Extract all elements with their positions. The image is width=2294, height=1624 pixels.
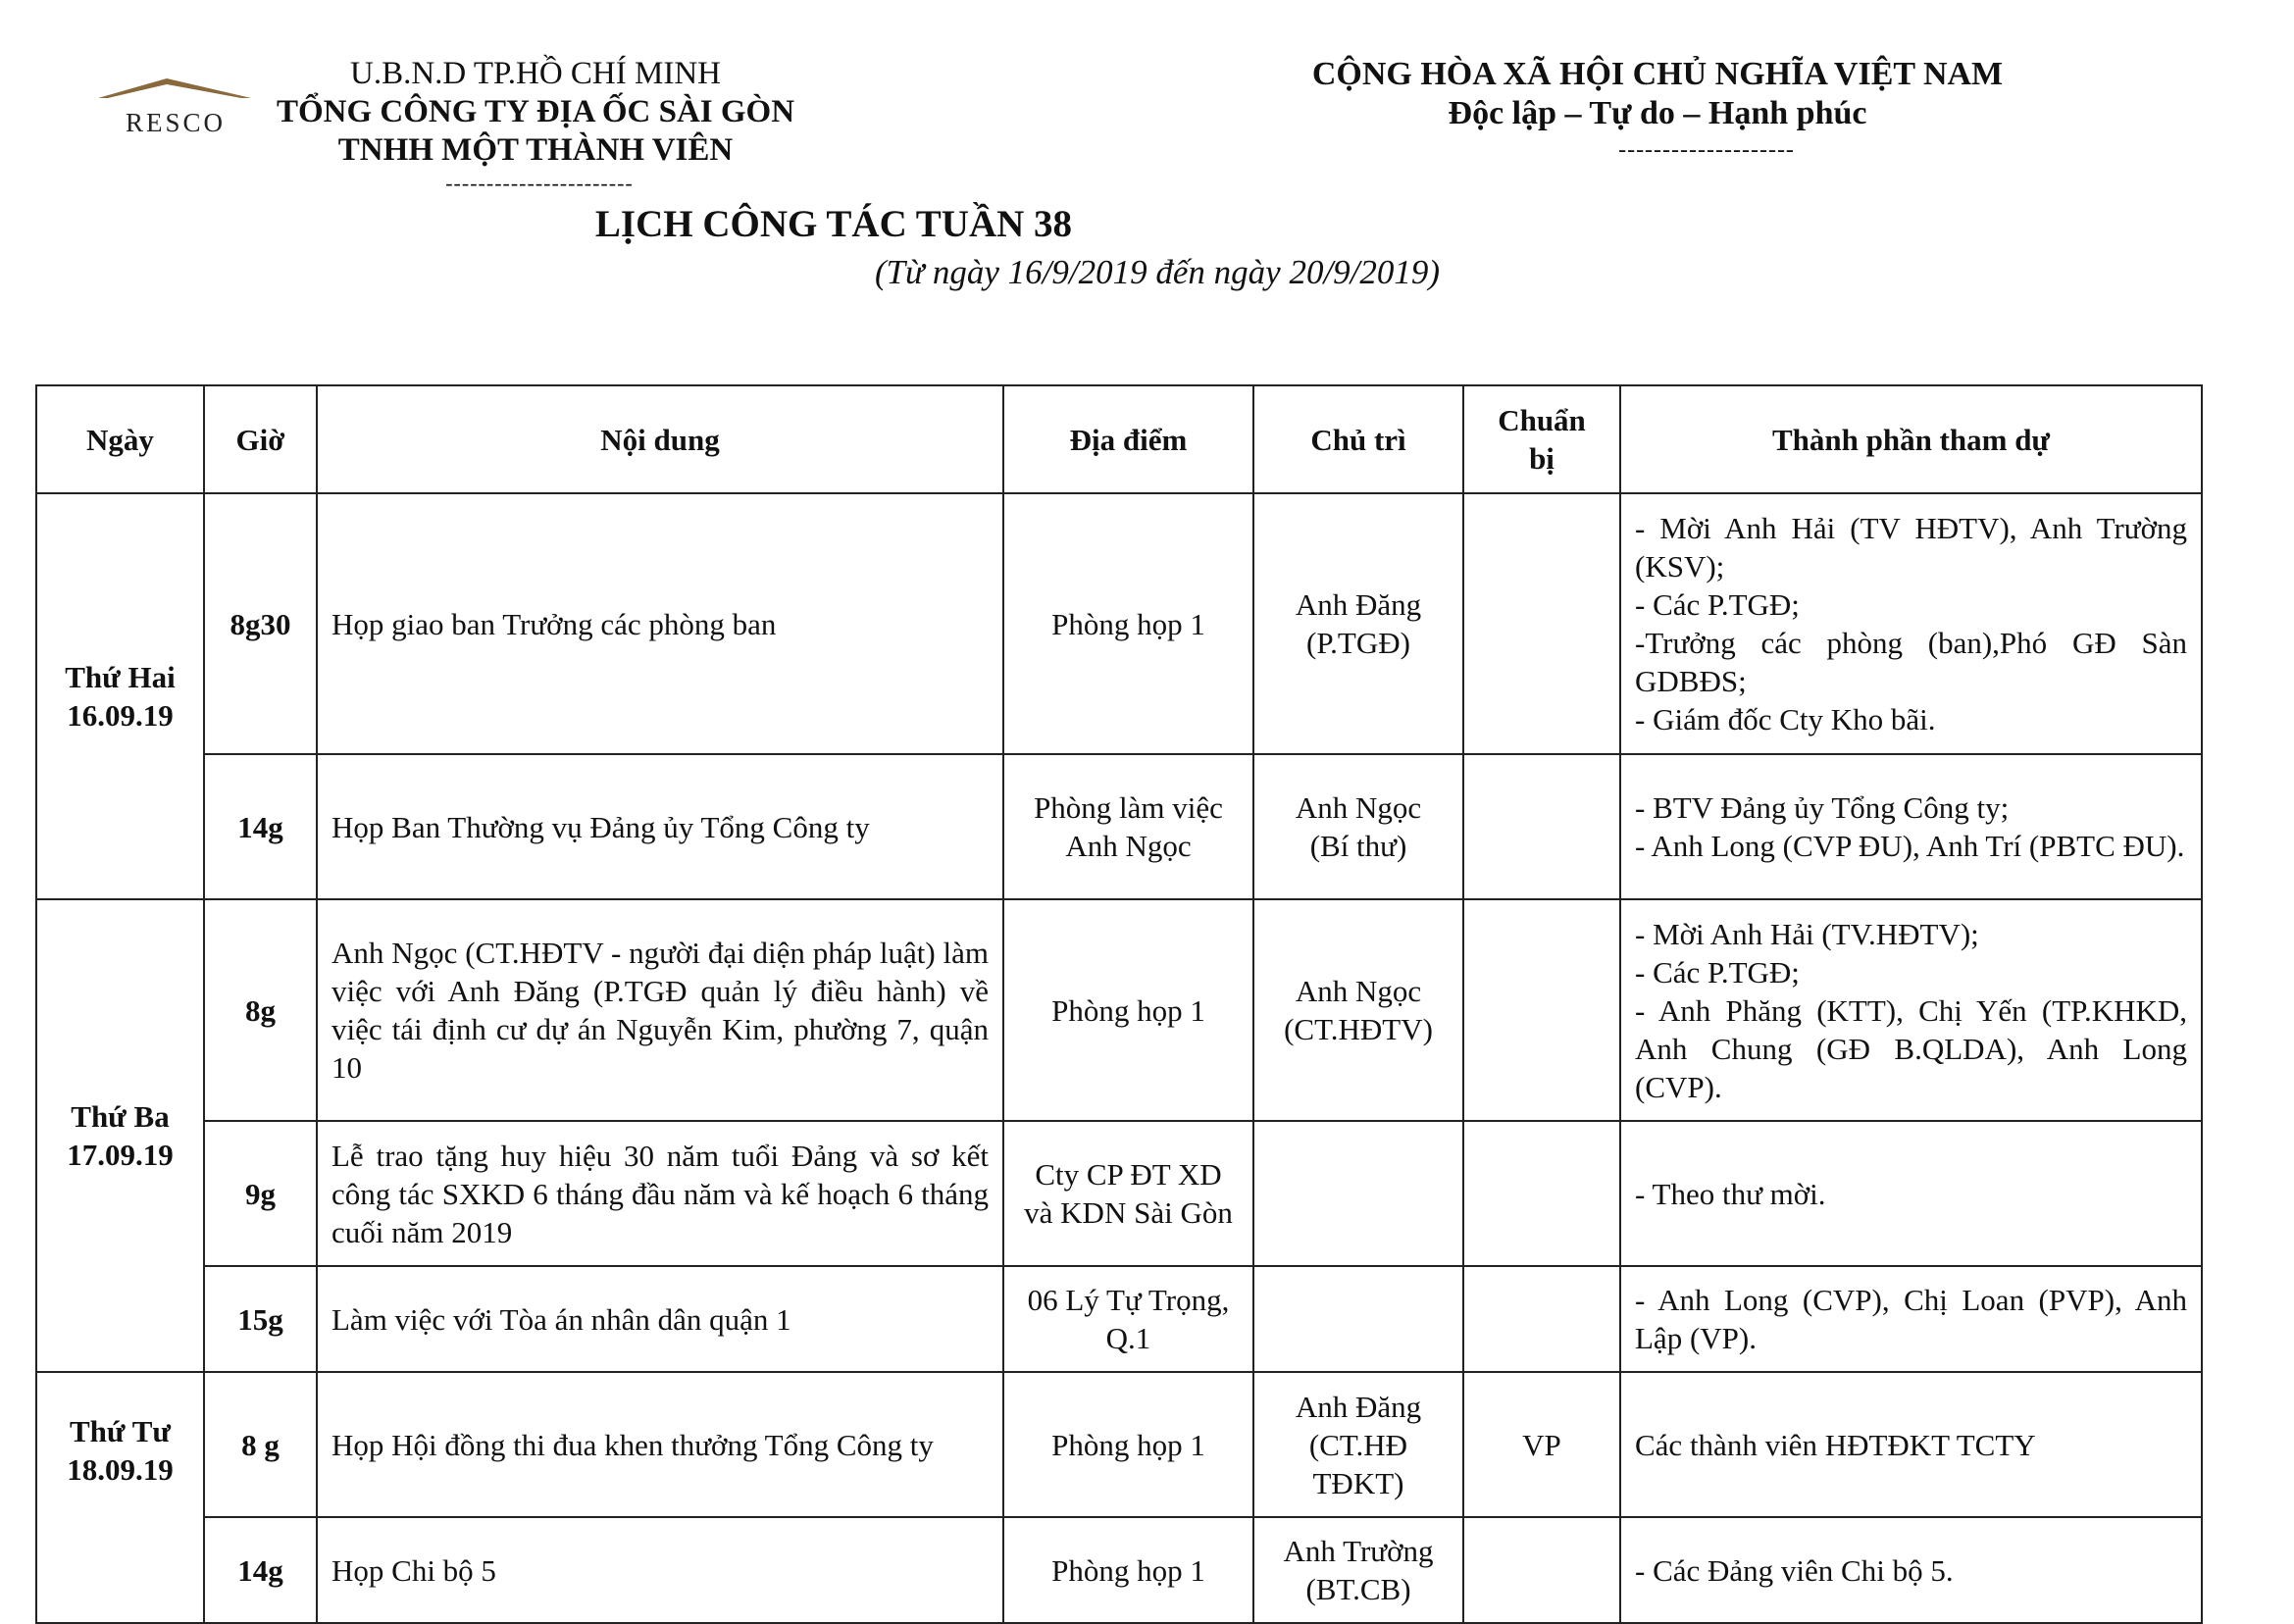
prep-cell	[1463, 1266, 1620, 1372]
day-name: Thứ Tư	[70, 1414, 171, 1448]
time-cell: 8g	[204, 899, 317, 1121]
day-name: Thứ Ba	[71, 1099, 170, 1134]
header-time: Giờ	[204, 385, 317, 493]
attendees-cell	[1620, 1517, 2202, 1623]
attendees-cell	[1620, 1372, 2202, 1517]
schedule-table	[35, 384, 2203, 1624]
content-cell: Họp Ban Thường vụ Đảng ủy Tổng Công ty	[317, 754, 1003, 899]
table-row	[36, 899, 2202, 1121]
attendee-line: - Các Đảng viên Chi bộ 5.	[1635, 1552, 1954, 1588]
chair-cell	[1253, 493, 1463, 754]
content-cell: Làm việc với Tòa án nhân dân quận 1	[317, 1266, 1003, 1372]
time-cell: 14g	[204, 754, 317, 899]
chair-line: (P.TGĐ)	[1306, 626, 1410, 660]
chair-line: Anh Trường	[1283, 1534, 1434, 1568]
content-cell: Họp Hội đồng thi đua khen thưởng Tổng Công ty	[317, 1372, 1003, 1517]
table-header-row	[36, 385, 2202, 493]
header-prep	[1463, 385, 1620, 493]
table-row	[36, 1517, 2202, 1623]
header-place: Địa điểm	[1003, 385, 1253, 493]
logo-text: RESCO	[125, 108, 227, 137]
chair-line: Anh Đăng	[1295, 1389, 1422, 1424]
prep-cell	[1463, 754, 1620, 899]
chair-cell	[1253, 1372, 1463, 1517]
attendees-cell	[1620, 899, 2202, 1121]
chair-cell	[1253, 754, 1463, 899]
prep-cell	[1463, 493, 1620, 754]
table-row	[36, 493, 2202, 754]
place-cell: Phòng họp 1	[1003, 1372, 1253, 1517]
chair-line: (BT.CB)	[1305, 1572, 1411, 1606]
place-cell: Phòng làm việc Anh Ngọc	[1003, 754, 1253, 899]
content-cell: Anh Ngọc (CT.HĐTV - người đại diện pháp luật) làm việc với Anh Đăng (P.TGĐ quản lý điều hành) về việc tái định cư dự án Nguyễn Kim, phường 7, quận 10	[317, 899, 1003, 1121]
chair-cell	[1253, 1517, 1463, 1623]
place-cell: Phòng họp 1	[1003, 1517, 1253, 1623]
day-cell	[36, 1372, 204, 1623]
chair-line: (Bí thư)	[1309, 829, 1407, 863]
attendees-cell	[1620, 1121, 2202, 1266]
chair-line: TĐKT)	[1312, 1465, 1404, 1500]
day-cell	[36, 493, 204, 899]
day-date: 18.09.19	[67, 1452, 174, 1487]
chair-cell	[1253, 1121, 1463, 1266]
table-row	[36, 1372, 2202, 1517]
attendee-line: - BTV Đảng ủy Tổng Công ty;	[1635, 790, 2010, 825]
chair-line: Anh Ngọc	[1295, 790, 1422, 825]
time-cell: 15g	[204, 1266, 317, 1372]
attendee-line: - Giám đốc Cty Kho bãi.	[1635, 702, 1936, 736]
nation-line-1: CỘNG HÒA XÃ HỘI CHỦ NGHĨA VIỆT NAM	[1311, 56, 2004, 92]
content-cell: Họp Chi bộ 5	[317, 1517, 1003, 1623]
chair-line: (CT.HĐ	[1308, 1427, 1408, 1462]
org-line-3: TNHH MỘT THÀNH VIÊN	[337, 132, 734, 168]
place-cell: Phòng họp 1	[1003, 899, 1253, 1121]
prep-cell	[1463, 899, 1620, 1121]
nation-divider: --------------------	[1618, 137, 1795, 163]
attendees-cell	[1620, 493, 2202, 754]
org-line-1: U.B.N.D TP.HỒ CHÍ MINH	[349, 56, 721, 91]
attendee-line: - Mời Anh Hải (TV HĐTV), Anh Trường (KSV);	[1635, 511, 2187, 584]
prep-cell: VP	[1463, 1372, 1620, 1517]
org-header	[261, 55, 810, 170]
header-content: Nội dung	[317, 385, 1003, 493]
roof-icon	[94, 73, 257, 137]
prep-cell	[1463, 1517, 1620, 1623]
place-cell: 06 Lý Tự Trọng, Q.1	[1003, 1266, 1253, 1372]
time-cell: 8 g	[204, 1372, 317, 1517]
chair-cell	[1253, 899, 1463, 1121]
chair-line: Anh Ngọc	[1295, 974, 1422, 1008]
attendees-cell	[1620, 1266, 2202, 1372]
attendee-line: - Mời Anh Hải (TV.HĐTV);	[1635, 916, 1979, 951]
prep-cell	[1463, 1121, 1620, 1266]
place-cell: Cty CP ĐT XD và KDN Sài Gòn	[1003, 1121, 1253, 1266]
time-cell: 8g30	[204, 493, 317, 754]
attendee-line: - Theo thư mời.	[1635, 1176, 1826, 1211]
attendee-line: -Trưởng các phòng (ban),Phó GĐ Sàn GDBĐS;	[1635, 626, 2187, 698]
attendee-line: - Anh Long (CVP), Chị Loan (PVP), Anh Lập (VP).	[1635, 1283, 2187, 1355]
time-cell: 9g	[204, 1121, 317, 1266]
place-cell: Phòng họp 1	[1003, 493, 1253, 754]
time-cell: 14g	[204, 1517, 317, 1623]
table-row	[36, 754, 2202, 899]
header-prep-line-1: Chuẩn	[1498, 403, 1586, 437]
content-cell: Lễ trao tặng huy hiệu 30 năm tuổi Đảng và sơ kết công tác SXKD 6 tháng đầu năm và kế hoạch 6 tháng cuối năm 2019	[317, 1121, 1003, 1266]
header-chair: Chủ trì	[1253, 385, 1463, 493]
day-date: 16.09.19	[67, 698, 174, 733]
org-line-2: TỔNG CÔNG TY ĐỊA ỐC SÀI GÒN	[276, 94, 795, 129]
nation-header	[1295, 55, 2020, 133]
content-cell: Họp giao ban Trưởng các phòng ban	[317, 493, 1003, 754]
day-date: 17.09.19	[67, 1138, 174, 1172]
chair-line: (CT.HĐTV)	[1284, 1012, 1433, 1046]
header-prep-line-2: bị	[1529, 441, 1555, 476]
attendee-line: - Các P.TGĐ;	[1635, 587, 1800, 622]
attendee-line: Các thành viên HĐTĐKT TCTY	[1635, 1427, 2036, 1462]
page-title: LỊCH CÔNG TÁC TUẦN 38	[594, 203, 1073, 245]
header-day: Ngày	[36, 385, 204, 493]
day-name: Thứ Hai	[65, 660, 176, 694]
resco-logo	[94, 73, 257, 137]
day-cell	[36, 899, 204, 1372]
attendees-cell	[1620, 754, 2202, 899]
header-attendees: Thành phần tham dự	[1620, 385, 2202, 493]
org-divider: -----------------------	[445, 171, 634, 195]
chair-line: Anh Đăng	[1295, 587, 1422, 622]
table-row	[36, 1266, 2202, 1372]
table-row	[36, 1121, 2202, 1266]
attendee-line: - Các P.TGĐ;	[1635, 954, 1800, 990]
nation-line-2: Độc lập – Tự do – Hạnh phúc	[1448, 95, 1867, 131]
attendee-line: - Anh Long (CVP ĐU), Anh Trí (PBTC ĐU).	[1635, 829, 2185, 863]
page-subtitle: (Từ ngày 16/9/2019 đến ngày 20/9/2019)	[874, 253, 1441, 291]
chair-cell	[1253, 1266, 1463, 1372]
attendee-line: - Anh Phăng (KTT), Chị Yến (TP.KHKD, Anh Chung (GĐ B.QLDA), Anh Long (CVP).	[1635, 992, 2187, 1104]
